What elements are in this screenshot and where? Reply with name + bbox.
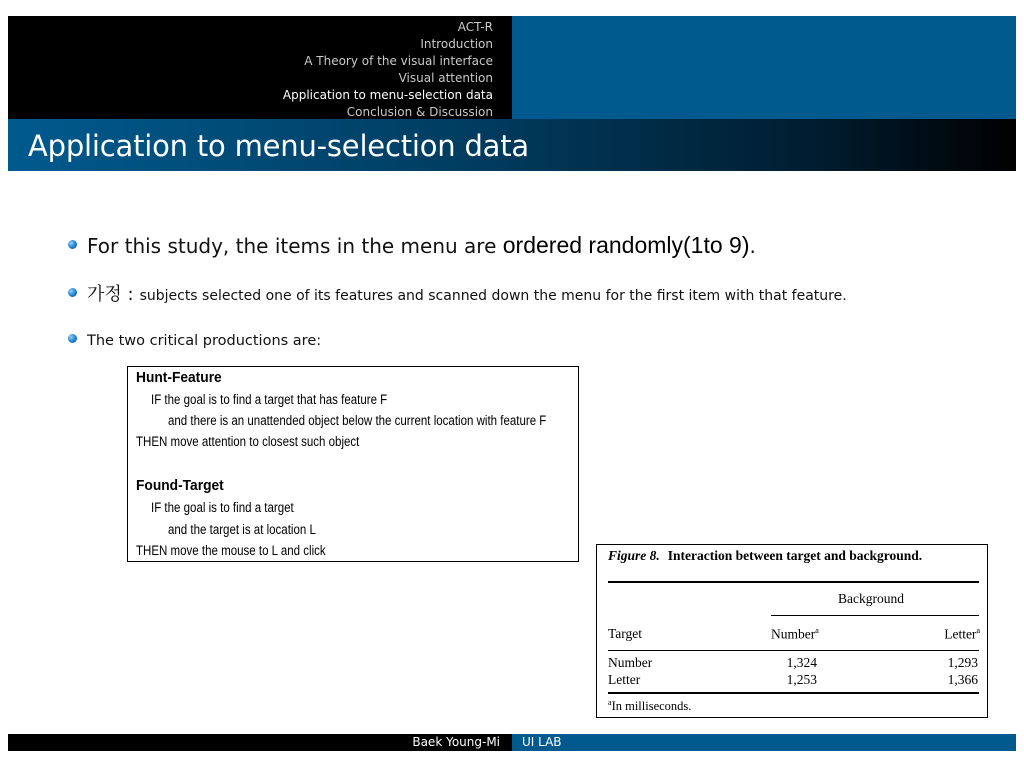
footer-author-panel: [8, 734, 512, 751]
nav-item-visual-attention[interactable]: Visual attention: [398, 70, 493, 85]
slide-title: Application to menu-selection data: [28, 129, 529, 163]
row-number-value: 1,253: [786, 672, 817, 687]
row-target: Number: [608, 655, 653, 670]
footer-author: Baek Young-Mi: [412, 735, 500, 749]
hunt-feature-then: THEN move attention to closest such object: [136, 434, 360, 449]
bullet-icon: [68, 334, 77, 343]
found-target-then: THEN move the mouse to L and click: [136, 543, 326, 558]
group-header-background: Background: [838, 591, 904, 606]
table-footnote: [608, 698, 691, 714]
production-rules-box: [127, 366, 579, 562]
header-nav-panel: [8, 16, 512, 119]
section-nav: [283, 19, 493, 120]
found-target-if: IF the goal is to find a target: [151, 500, 294, 515]
row-target: Letter: [608, 672, 641, 687]
bullet-suffix: .: [749, 234, 756, 258]
footer-lab-panel: [512, 734, 1016, 751]
row-letter-value: 1,366: [947, 672, 978, 687]
hunt-feature-title: Hunt-Feature: [136, 370, 222, 386]
col-number-text: Number: [771, 626, 816, 642]
figure-caption: [608, 548, 922, 564]
table-rule-header: [608, 650, 979, 651]
bullet-assumption: [68, 280, 847, 306]
footnote-text: In milliseconds.: [611, 699, 692, 714]
table-rule-bottom: [608, 692, 979, 694]
table-rule-group: [771, 615, 979, 616]
col-letter-text: Letter: [944, 626, 977, 642]
assumption-text: subjects selected one of its features and scanned down the menu for the first item with that feature.: [139, 288, 847, 304]
found-target-and: and the target is at location L: [168, 522, 316, 537]
hunt-feature-if: IF the goal is to find a target that has feature F: [151, 392, 388, 407]
bullet-icon: [68, 240, 77, 249]
col-number-sup: a: [815, 626, 819, 635]
figure-label: Figure 8.: [608, 548, 660, 563]
footnote-sup: a: [608, 698, 612, 707]
bullet-prefix: For this study, the items in the menu are: [87, 234, 503, 258]
figure-title: Interaction between target and background.: [667, 548, 923, 563]
footer-lab: UI LAB: [522, 735, 562, 749]
assumption-label: 가정 :: [87, 284, 134, 305]
nav-item-introduction[interactable]: Introduction: [420, 36, 493, 51]
nav-item-conclusion[interactable]: Conclusion & Discussion: [346, 104, 493, 119]
nav-item-act-r[interactable]: ACT-R: [457, 20, 493, 34]
col-letter-sup: a: [976, 626, 980, 635]
title-bar: [8, 119, 1016, 171]
col-header-target: Target: [608, 626, 643, 641]
row-number-value: 1,324: [786, 655, 817, 670]
header-blue-panel: [512, 16, 1016, 119]
col-header-number: [771, 626, 819, 643]
bullet-productions: [68, 333, 321, 349]
row-letter-value: 1,293: [947, 655, 978, 670]
bullet-icon: [68, 288, 77, 297]
bullet-emphasis: ordered randomly(1to 9): [502, 232, 750, 258]
col-header-letter: [944, 626, 980, 643]
nav-item-application[interactable]: Application to menu-selection data: [282, 87, 493, 102]
productions-text: The two critical productions are:: [87, 333, 322, 349]
table-rule-top: [608, 581, 979, 583]
found-target-title: Found-Target: [136, 478, 224, 494]
bullet-study-order: [68, 232, 756, 259]
figure-8-table: [596, 544, 988, 718]
hunt-feature-and: and there is an unattended object below the current location with feature F: [168, 413, 547, 428]
nav-item-theory[interactable]: A Theory of the visual interface: [304, 53, 493, 68]
bullet-text: [87, 232, 756, 259]
